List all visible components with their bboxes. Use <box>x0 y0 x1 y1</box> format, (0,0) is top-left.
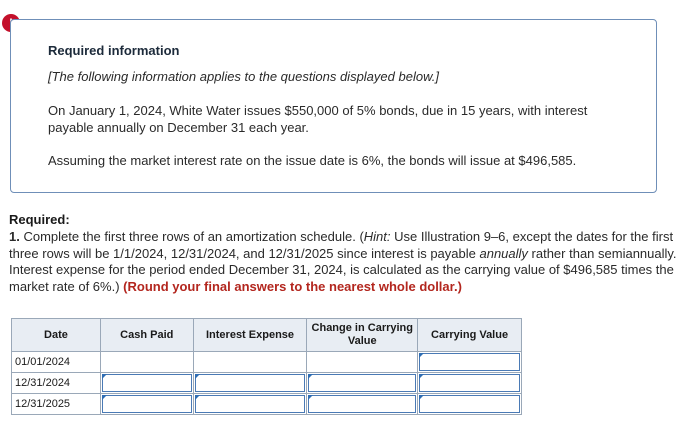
input-corner-icon <box>195 395 200 400</box>
change-cell <box>307 373 418 394</box>
carrying-value-cell <box>418 373 522 394</box>
input-corner-icon <box>419 353 424 358</box>
header-cash-paid: Cash Paid <box>100 319 193 352</box>
row-date: 01/01/2024 <box>12 352 101 373</box>
annually-emphasis: annually <box>479 245 528 261</box>
info-note: [The following information applies to the questions displayed below.] <box>48 69 439 84</box>
cash-paid-input[interactable] <box>102 374 192 392</box>
table-row <box>12 373 522 394</box>
change-cell-blank <box>307 352 418 373</box>
carrying-value-cell <box>418 394 522 415</box>
question-number: 1. <box>9 229 20 244</box>
interest-expense-cell <box>193 394 307 415</box>
change-in-carrying-value-input[interactable] <box>308 374 416 392</box>
interest-expense-input[interactable] <box>195 395 306 413</box>
input-corner-icon <box>308 374 313 379</box>
header-interest-expense: Interest Expense <box>193 319 307 352</box>
input-corner-icon <box>102 374 107 379</box>
instruction-text-a: Complete the first three rows of an amortization schedule. ( <box>19 229 364 244</box>
row-date: 12/31/2024 <box>12 373 101 394</box>
required-heading: Required: <box>9 212 70 227</box>
interest-expense-input[interactable] <box>195 374 306 392</box>
interest-expense-cell-blank <box>193 352 307 373</box>
carrying-value-input[interactable] <box>419 395 520 413</box>
cash-paid-cell <box>100 373 193 394</box>
header-change-in-carrying-value: Change in Carrying Value <box>307 319 418 352</box>
input-corner-icon <box>102 395 107 400</box>
cash-paid-cell-blank <box>100 352 193 373</box>
rounding-note: (Round your final answers to the nearest whole dollar.) <box>123 278 462 294</box>
carrying-value-input[interactable] <box>419 374 520 392</box>
hint-label: Hint: <box>363 229 391 244</box>
table-header-row <box>12 319 522 352</box>
change-in-carrying-value-input[interactable] <box>308 395 416 413</box>
input-corner-icon <box>419 395 424 400</box>
cash-paid-input[interactable] <box>102 395 192 413</box>
input-corner-icon <box>419 374 424 379</box>
required-information-box <box>10 19 657 193</box>
instruction-text-b: Use Illustration 9–6, except the dates for the first three rows will be 1/1/2024, 12/31/2024, and 12/31/2025 since interest is payable <box>9 229 674 261</box>
table-row <box>12 352 522 373</box>
carrying-value-input[interactable] <box>419 353 520 371</box>
interest-expense-cell <box>193 373 307 394</box>
header-carrying-value: Carrying Value <box>418 319 522 352</box>
row-date: 12/31/2025 <box>12 394 101 415</box>
table-row <box>12 394 522 415</box>
info-paragraph-bonds: On January 1, 2024, White Water issues $550,000 of 5% bonds, due in 15 years, with interest payable annually on December 31 each year. <box>48 103 588 135</box>
info-paragraph-market-rate: Assuming the market interest rate on the issue date is 6%, the bonds will issue at $496,585. <box>48 153 577 168</box>
required-instructions <box>9 229 695 295</box>
instruction-text-c: rather than semiannually. Interest expense for the period ended December 31, 2024, is calculated as the carrying value of $496,585 times the market rate of 6%.) <box>9 245 677 294</box>
change-cell <box>307 394 418 415</box>
cash-paid-cell <box>100 394 193 415</box>
info-title: Required information <box>48 43 180 58</box>
carrying-value-cell <box>418 352 522 373</box>
input-corner-icon <box>195 374 200 379</box>
header-date: Date <box>12 319 101 352</box>
amortization-schedule-table <box>11 318 522 415</box>
input-corner-icon <box>308 395 313 400</box>
